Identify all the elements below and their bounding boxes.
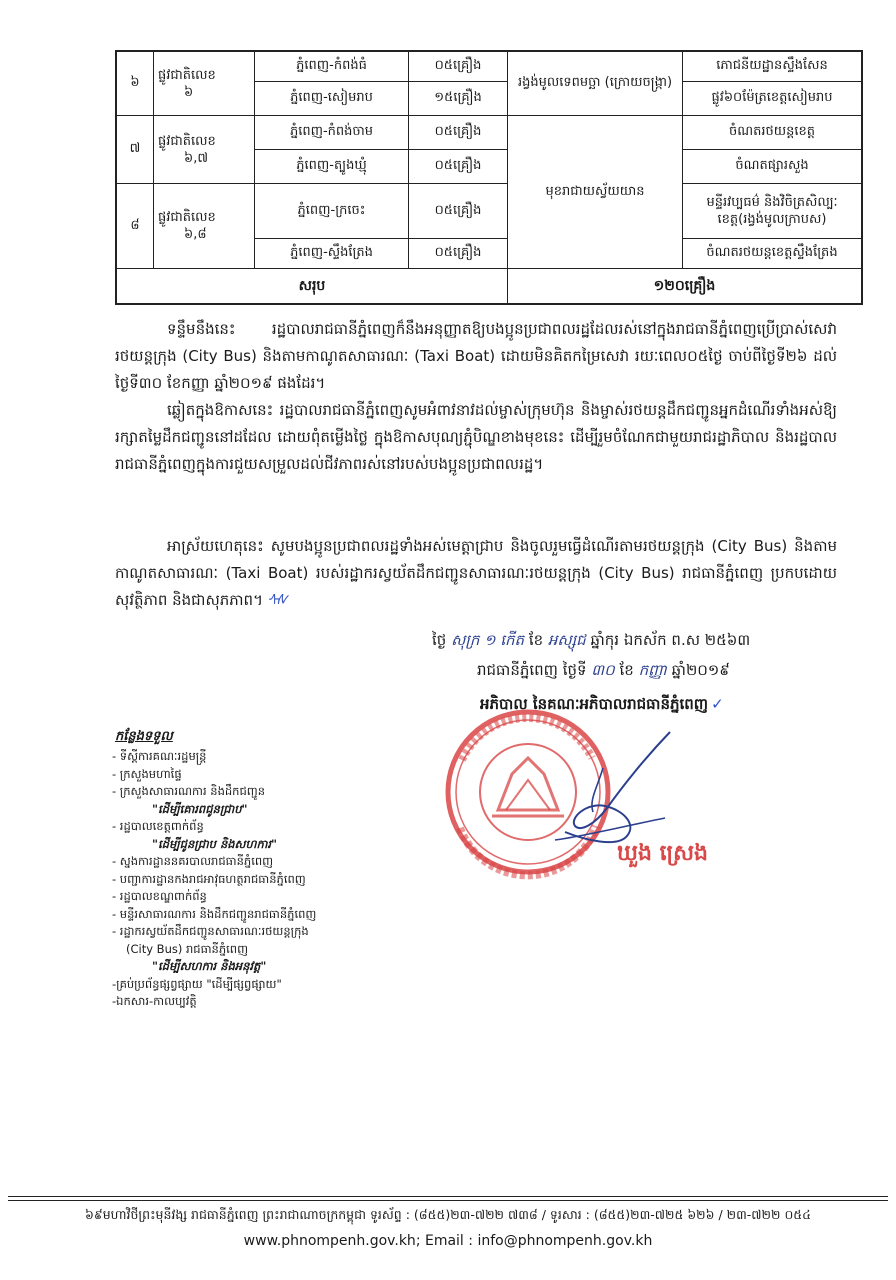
recipient-note: "ដើម្បីជូនជ្រាប និងសហការ"	[152, 836, 278, 851]
recipient-item: - រដ្ឋាករស្វយ័តដឹកជញ្ជូនសាធារណៈរថយន្តក្រុង	[112, 924, 309, 938]
bus-count-cell: ០៥គ្រឿង	[409, 184, 508, 239]
recipient-item: - ស្នងការដ្ឋាននគរបាលរាជធានីភ្នំពេញ	[112, 854, 274, 868]
road-number: ៦	[184, 84, 194, 100]
recipient-item: - មន្ទីរសាធារណការ និងដឹកជញ្ជូនរាជធានីភ្នំពេញ	[112, 906, 317, 921]
end-point-cell: មន្ទីរវប្បធម៌ និងវិចិត្រសិល្បៈ ខេត្ត(រង្វង់មូលក្រាបស)	[683, 184, 863, 239]
recipient-item: - ក្រសួងសាធារណការ និងដឹកជញ្ជូន	[112, 784, 266, 798]
solar-month-label: ខែ	[619, 661, 634, 679]
road-label: ផ្លូវជាតិលេខ	[158, 67, 216, 83]
recipient-note: "ដើម្បីគោរពជូនជ្រាប"	[152, 801, 248, 816]
paragraph-fare-appeal	[115, 397, 837, 478]
check-mark-icon: ✓	[711, 695, 724, 713]
lunar-year: ឆ្នាំកុរ ឯកស័ក ព.ស ២៥៦៣	[590, 631, 751, 649]
recipient-item: -ឯកសារ-កាលប្បវត្តិ	[112, 994, 197, 1008]
total-row	[116, 269, 862, 305]
email-label: Email :	[424, 1233, 473, 1249]
recipient-item: - ទីស្ដីការគណៈរដ្ឋមន្ត្រី	[112, 749, 207, 763]
bus-count-cell: ០៥គ្រឿង	[409, 116, 508, 150]
lunar-month-handwritten: អស្សុជ	[547, 631, 586, 649]
end-point-cell: ភោជនីយដ្ឋានស្ទឹងសែន	[683, 51, 863, 82]
footer-contact: www.phnompenh.gov.kh; Email : info@phnompenh.gov.kh	[243, 1233, 653, 1249]
road-label: ផ្លូវជាតិលេខ	[158, 133, 216, 149]
recipient-item: - បញ្ជាការដ្ឋានកងរាជអាវុធហត្ថរាជធានីភ្នំពេញ	[112, 871, 306, 886]
lunar-month-label: ខែ	[528, 631, 544, 649]
signatory-title-text: អភិបាល នៃគណៈអភិបាលរាជធានីភ្នំពេញ	[480, 695, 709, 713]
signatory-title	[480, 695, 724, 717]
website-link[interactable]: www.phnompenh.gov.kh	[243, 1233, 416, 1249]
paragraph-conclusion	[115, 533, 837, 614]
bus-routes-table	[115, 50, 863, 305]
end-point-cell: ចំណតរថយន្តខេត្ត	[683, 116, 863, 150]
route-cell: ភ្នំពេញ-ក្រចេះ	[255, 184, 409, 239]
route-cell: ភ្នំពេញ-សៀមរាប	[255, 82, 409, 116]
footer-address: ៦៩មហាវិថីព្រះមុនីវង្ស រាជធានីភ្នំពេញ ព្រះរាជាណាចក្រកម្ពុជា ទូរស័ព្ទ : (៨៥៥)២៣-៧២២ ៧៣៨ / ទូរសារ : (៨៥៥)២៣-៧២៥ ៦២៦ / ២៣-៧២២ ០៥៤	[85, 1207, 811, 1222]
start-point-cell: រង្វង់មូលទេពមច្ឆា (ក្រោយចង្ក្រា)	[508, 51, 683, 116]
table-row	[116, 51, 862, 82]
recipient-note: "ដើម្បីសហការ និងអនុវត្ត"	[152, 959, 267, 973]
solar-day-handwritten: ៣០	[591, 661, 615, 679]
signatory-name: ឃួង ស្រេង	[617, 841, 709, 866]
bus-count-cell: ០៥គ្រឿង	[409, 150, 508, 184]
road-number: ៦,៨	[184, 227, 207, 242]
route-cell: ភ្នំពេញ-កំពង់ចាម	[255, 116, 409, 150]
paragraph-text: ទន្ទឹមនឹងនេះ រដ្ឋបាលរាជធានីភ្នំពេញក៏នឹងអនុញ្ញាតឱ្យបងប្អូនប្រជាពលរដ្ឋដែលរស់នៅក្នុងរាជធានីភ្នំពេញប្រើប្រាស់សេវារថយន្តក្រុង (City Bus) និងតាមកាណូតសាធារណៈ (Taxi Boat) ដោយមិនគិតកម្រៃសេវា រយៈពេល០៥ថ្ងៃ ចាប់ពីថ្ងៃទី២៦ ដល់ថ្ងៃទី៣០ ខែកញ្ញា ឆ្នាំ២០១៩ ផងដែរ។	[115, 320, 837, 392]
paragraph-text: អាស្រ័យហេតុនេះ សូមបងប្អូនប្រជាពលរដ្ឋទាំងអស់មេត្តាជ្រាប និងចូលរួមធ្វើដំណើរតាមរថយន្តក្រុង (City Bus) និងតាមកាណូតសាធារណៈ (Taxi Boat) របស់រដ្ឋាករស្វយ័តដឹកជញ្ជូនសាធារណៈរថយន្តក្រុង (City Bus) រាជធានីភ្នំពេញ ប្រកបដោយសុវត្ថិភាព និងជាសុភភាព។	[115, 537, 837, 609]
total-label: សរុប	[116, 269, 508, 305]
road-number: ៦,៧	[184, 150, 209, 166]
shared-start-point-cell: មុខរាជាយស្វ័យយាន	[508, 116, 683, 269]
recipient-item: (City Bus) រាជធានីភ្នំពេញ	[126, 941, 249, 956]
row-number: ៦	[116, 51, 154, 116]
solar-date-prefix: រាជធានីភ្នំពេញ ថ្ងៃទី	[477, 661, 587, 679]
recipients-list	[112, 748, 316, 1011]
route-cell: ភ្នំពេញ-ត្បូងឃ្មុំ	[255, 150, 409, 184]
end-point-cell: ផ្លូវ៦០ម៉ែត្រខេត្តសៀមរាប	[683, 82, 863, 116]
lunar-day-handwritten: សុក្រ ១ កើត	[451, 631, 525, 649]
lunar-date	[432, 631, 750, 653]
road-label: ផ្លូវជាតិលេខ	[158, 210, 216, 225]
bus-count-cell: ០៥គ្រឿង	[409, 51, 508, 82]
road-cell	[154, 116, 255, 184]
table-row	[116, 184, 862, 239]
paragraph-text: ឆ្លៀតក្នុងឱកាសនេះ រដ្ឋបាលរាជធានីភ្នំពេញសូមអំពាវនាវដល់ម្ចាស់ក្រុមហ៊ុន និងម្ចាស់រថយន្តដឹកជញ្ជូនអ្នកដំណើរទាំងអស់ឱ្យរក្សាតម្លៃដឹកជញ្ជូននៅដដែល ដោយពុំតម្លើងថ្លៃ ក្នុងឱកាសបុណ្យភ្ជុំបិណ្ឌខាងមុខនេះ ដើម្បីរួមចំណែកជាមួយរាជរដ្ឋាភិបាល និងរដ្ឋបាលរាជធានីភ្នំពេញក្នុងការជួយសម្រួលដល់ជីវភាពរស់នៅរបស់បងប្អូនប្រជាពលរដ្ឋ។	[115, 401, 837, 473]
route-cell: ភ្នំពេញ-កំពង់ធំ	[255, 51, 409, 82]
recipient-item: -គ្រប់ប្រព័ន្ធផ្សព្វផ្សាយ "ដើម្បីផ្សព្វផ្សាយ"	[112, 976, 282, 991]
bus-count-cell: ០៥គ្រឿង	[409, 239, 508, 269]
row-number: ៧	[116, 116, 154, 184]
solar-year: ឆ្នាំ២០១៩	[671, 661, 730, 679]
row-number: ៨	[116, 184, 154, 269]
recipients-title: កន្លែងទទួល	[115, 729, 173, 744]
recipient-item: - រដ្ឋបាលខណ្ឌពាក់ព័ន្ធ	[112, 889, 207, 903]
end-point-cell: ចំណតរថយន្តខេត្តស្ទឹងត្រែង	[683, 239, 863, 269]
footer-divider	[8, 1196, 888, 1197]
lunar-date-prefix: ថ្ងៃ	[432, 631, 447, 649]
route-cell: ភ្នំពេញ-ស្ទឹងត្រែង	[255, 239, 409, 269]
total-value: ១២០គ្រឿង	[508, 269, 863, 305]
table-row	[116, 116, 862, 150]
initials-mark: ᠰᠰ	[266, 591, 288, 609]
footer-divider	[8, 1200, 888, 1201]
recipient-item: - ក្រសួងមហាផ្ទៃ	[112, 766, 182, 781]
recipient-item: - រដ្ឋបាលខេត្តពាក់ព័ន្ធ	[112, 819, 204, 833]
email-link[interactable]: info@phnompenh.gov.kh	[477, 1233, 653, 1249]
solar-month-handwritten: កញ្ញា	[638, 661, 667, 679]
bus-count-cell: ១៥គ្រឿង	[409, 82, 508, 116]
solar-date	[477, 661, 730, 683]
end-point-cell: ចំណតផ្សារសួង	[683, 150, 863, 184]
road-cell	[154, 184, 255, 269]
road-cell	[154, 51, 255, 116]
paragraph-free-service	[115, 316, 837, 397]
